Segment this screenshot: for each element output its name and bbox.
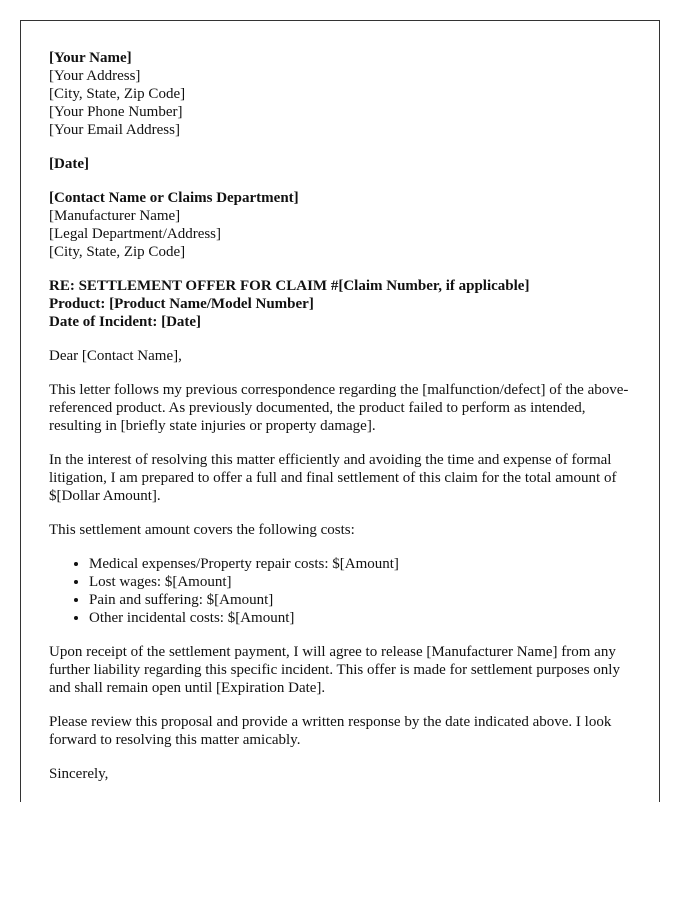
sender-email: [Your Email Address]: [49, 122, 180, 138]
body-paragraph: In the interest of resolving this matter efficiently and avoiding the time and expense of formal litigation, I am prepared to offer a full and final settlement of this claim for the total amount of $[Dollar Amount].: [49, 452, 617, 504]
recipient-manufacturer: [Manufacturer Name]: [49, 208, 181, 224]
subject-line: RE: SETTLEMENT OFFER FOR CLAIM #[Claim Number, if applicable]: [49, 278, 530, 294]
body-paragraph: Please review this proposal and provide a written response by the date indicated above. I look forward to resolving this matter amicably.: [49, 714, 612, 748]
sender-city: [City, State, Zip Code]: [49, 86, 186, 102]
salutation: Dear [Contact Name],: [49, 348, 182, 364]
list-item: • Pain and suffering: $[Amount]: [89, 591, 631, 609]
sender-block: [49, 49, 631, 139]
recipient-legal-dept: [Legal Department/Address]: [49, 226, 222, 242]
letter-page: [20, 20, 660, 802]
incident-date-line: Date of Incident: [Date]: [49, 314, 202, 330]
subject-block: [49, 277, 631, 331]
list-item: • Lost wages: $[Amount]: [89, 573, 631, 591]
list-item: • Other incidental costs: $[Amount]: [89, 609, 631, 627]
list-item: • Medical expenses/Property repair costs: $[Amount]: [89, 555, 631, 573]
letter-date: [Date]: [49, 156, 89, 172]
recipient-city: [City, State, Zip Code]: [49, 244, 186, 260]
signoff: Sincerely,: [49, 766, 109, 782]
sender-name: [Your Name]: [49, 50, 132, 66]
product-line: Product: [Product Name/Model Number]: [49, 296, 314, 312]
body-paragraph: This letter follows my previous correspondence regarding the [malfunction/defect] of the above-referenced product. As previously documented, the product failed to perform as intended, resulting in [briefly state injuries or property damage].: [49, 382, 629, 434]
recipient-block: [49, 189, 631, 261]
body-paragraph: Upon receipt of the settlement payment, I will agree to release [Manufacturer Name] from any further liability regarding this specific incident. This offer is made for settlement purposes only and shall remain open until [Expiration Date].: [49, 644, 620, 696]
sender-address: [Your Address]: [49, 68, 141, 84]
sender-phone: [Your Phone Number]: [49, 104, 183, 120]
recipient-contact: [Contact Name or Claims Department]: [49, 190, 299, 206]
body-paragraph: This settlement amount covers the following costs:: [49, 522, 355, 538]
cost-list: [49, 555, 631, 627]
